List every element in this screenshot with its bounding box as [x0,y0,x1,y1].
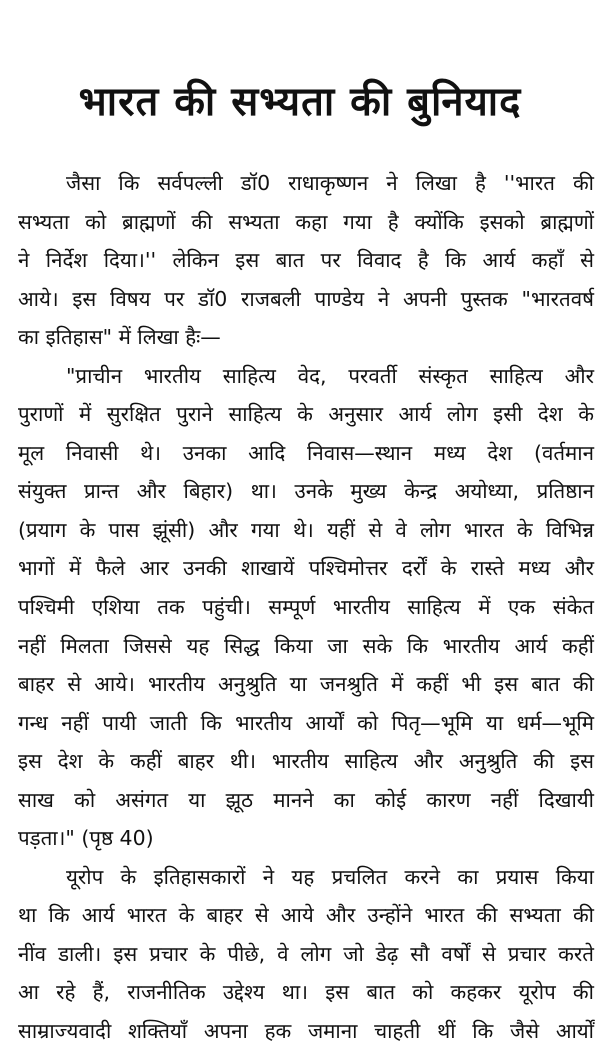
page-title: भारत की सभ्यता की बुनियाद [78,79,522,125]
quote-line: पड़ता।" (पृष्ठ 40) [18,826,154,851]
quote-line: नहीं मिलता जिससे यह सिद्ध किया जा सके कि भारतीय आर्य कहीं [18,633,594,658]
paragraph-line: नींव डाली। इस प्रचार के पीछे, वे लोग जो डेढ़ सौ वर्षों से प्रचार करते [18,941,594,966]
paragraph-line: आये। इस विषय पर डॉ0 राजबली पाण्डेय ने अपनी पुस्तक "भारतवर्ष [18,286,594,311]
paragraph-line: ने निर्देश दिया।'' लेकिन इस बात पर विवाद है कि आर्य कहाँ से [18,248,594,273]
paragraph-line: जैसा कि सर्वपल्ली डॉ0 राधाकृष्णन ने लिखा है ''भारत की [66,171,594,195]
quote-line: बाहर से आये। भारतीय अनुश्रुति या जनश्रुति में कहीं भी इस बात की [18,672,594,697]
quote-line: साख को असंगत या झूठ मानने का कोई कारण नहीं दिखायी [18,787,594,812]
quote-line: मूल निवासी थे। उनका आदि निवास—स्थान मध्य देश (वर्तमान [18,440,594,465]
paragraph-line: का इतिहास" में लिखा हैः— [18,325,221,350]
quote-line: इस देश के कहीं बाहर थी। भारतीय साहित्य और अनुश्रुति की इस [18,749,594,774]
quote-line: संयुक्त प्रान्त और बिहार) था। उनके मुख्य केन्द्र अयोध्या, प्रतिष्ठान [18,479,594,504]
paragraph-line: था कि आर्य भारत के बाहर से आये और उन्होंने भारत की सभ्यता की [18,903,594,928]
quote-line: गन्ध नहीं पायी जाती कि भारतीय आर्यों को पितृ—भूमि या धर्म—भूमि [18,710,594,735]
paragraph-line: यूरोप के इतिहासकारों ने यह प्रचलित करने का प्रयास किया [66,864,594,889]
paragraph-line: सभ्यता को ब्राह्मणों की सभ्यता कहा गया है क्योंकि इसको ब्राह्मणों [18,209,594,234]
quote-line: (प्रयाग के पास झूंसी) और गया थे। यहीं से वे लोग भारत के विभिन्न [18,517,594,542]
quote-line: पश्चिमी एशिया तक पहुंची। सम्पूर्ण भारतीय साहित्य में एक संकेत [18,595,594,620]
body-text [18,164,594,1051]
quote-line: पुराणों में सुरक्षित पुराने साहित्य के अनुसार आर्य लोग इसी देश के [18,402,594,427]
paragraph-line: साम्राज्यवादी शक्तियाँ अपना हक जमाना चाहती थीं कि जैसे आर्यों [18,1019,594,1044]
quote-line: "प्राचीन भारतीय साहित्य वेद, परवर्ती संस्कृत साहित्य और [66,363,594,388]
quote-line: भागों में फैले आर उनकी शाखायें पश्चिमोत्तर दर्रों के रास्ते मध्य और [18,556,594,581]
paragraph-line: आ रहे हैं, राजनीतिक उद्देश्य था। इस बात को कहकर यूरोप की [18,980,594,1005]
